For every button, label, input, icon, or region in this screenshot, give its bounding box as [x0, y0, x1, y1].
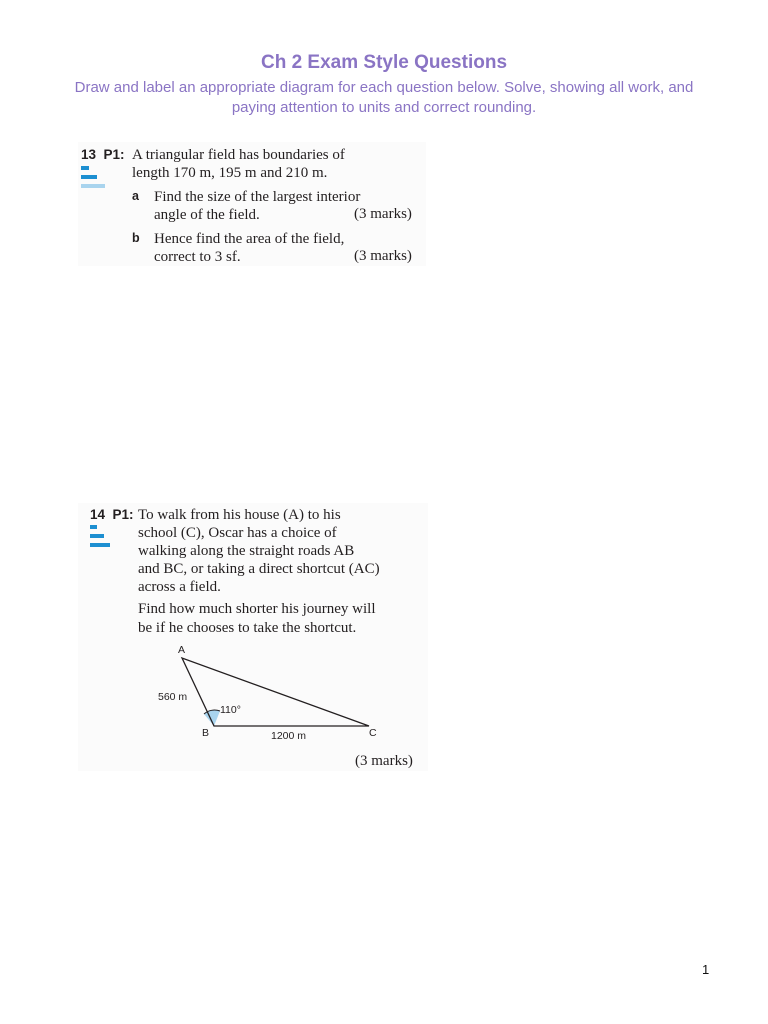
stem-line: walking along the straight roads AB — [138, 543, 355, 559]
vertex-b-label: B — [202, 727, 210, 739]
question-13 — [78, 142, 426, 266]
stem-line: be if he chooses to take the shortcut. — [138, 620, 357, 636]
stem-line: and BC, or taking a direct shortcut (AC) — [138, 561, 380, 577]
stem-line: Find how much shorter his journey will — [138, 601, 376, 617]
side-ab-label: 560 m — [158, 691, 188, 703]
part-line: Find the size of the largest interior — [154, 189, 361, 205]
part-line: Hence find the area of the field, — [154, 231, 345, 247]
part-letter: b — [132, 231, 140, 245]
question-number-value: 13 — [81, 147, 97, 162]
question-14 — [78, 503, 428, 771]
vertex-a-label: A — [178, 644, 186, 656]
stem-line: across a field. — [138, 579, 221, 595]
side-bc-label: 1200 m — [271, 730, 307, 742]
level-bar-icon — [81, 166, 89, 170]
level-bar-icon — [81, 175, 97, 179]
part-line: correct to 3 sf. — [154, 249, 241, 265]
question-tag: P1: — [103, 147, 125, 162]
stem-line: length 170 m, 195 m and 210 m. — [132, 165, 328, 181]
level-bar-icon — [81, 184, 105, 188]
marks-label: (3 marks) — [354, 248, 412, 264]
stem-line: A triangular field has boundaries of — [132, 147, 345, 163]
part-line: angle of the field. — [154, 207, 260, 223]
question-number — [81, 147, 125, 162]
marks-label: (3 marks) — [355, 753, 413, 769]
vertex-c-label: C — [369, 727, 377, 739]
question-tag: P1: — [112, 507, 134, 522]
stem-line: school (C), Oscar has a choice of — [138, 525, 337, 541]
instructions: Draw and label an appropriate diagram for each question below. Solve, showing all work, and paying attention to units and correct rounding. — [74, 79, 694, 116]
page-number: 1 — [702, 962, 710, 977]
triangle-diagram — [78, 503, 428, 771]
marks-label: (3 marks) — [354, 206, 412, 222]
part-letter: a — [132, 189, 139, 203]
angle-b-label: 110° — [220, 704, 241, 716]
question-number-value: 14 — [90, 507, 106, 522]
page-title: Ch 2 Exam Style Questions — [260, 52, 508, 73]
stem-line: To walk from his house (A) to his — [138, 507, 341, 523]
